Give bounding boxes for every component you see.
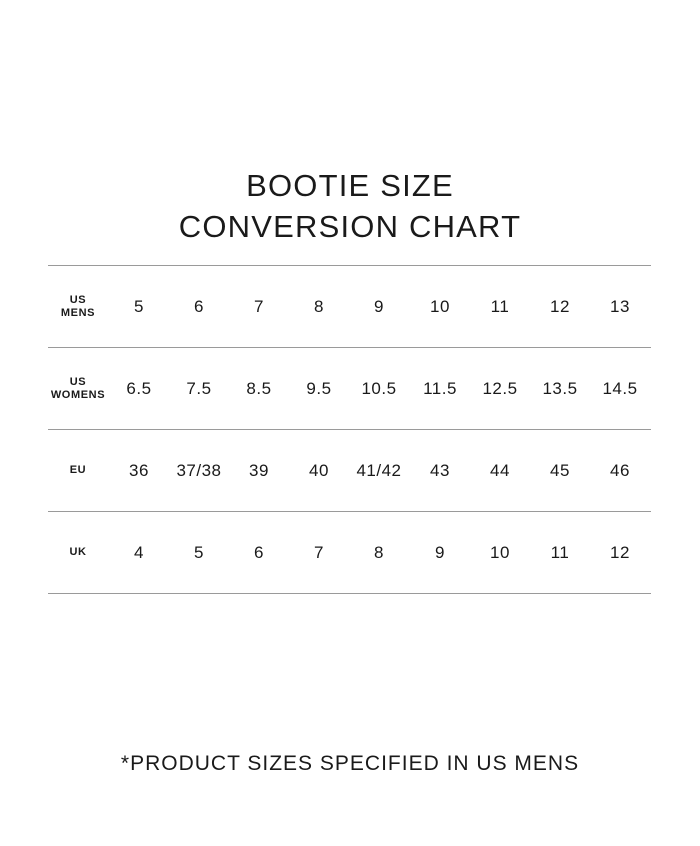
row-label: [48, 430, 108, 511]
table-cell: 45: [550, 460, 570, 480]
table-cell: 11: [550, 542, 570, 562]
row-label: [48, 266, 108, 347]
table-cell: 10: [490, 542, 510, 562]
row-label-line-1: US: [69, 293, 87, 306]
table-cell: 11.5: [423, 378, 457, 398]
row-label-line-1: UK: [69, 546, 87, 558]
table-cell: 13.5: [542, 378, 578, 398]
table-cell: 44: [490, 460, 510, 480]
size-conversion-table: [48, 265, 651, 594]
table-cell: 12.5: [482, 378, 518, 398]
row-label: [48, 512, 108, 593]
table-cell: 8: [374, 542, 384, 562]
row-label-line-1: EU: [69, 464, 87, 476]
row-label-line-1: US: [69, 375, 87, 388]
table-cell: 6: [254, 542, 264, 562]
table-cell: 6.5: [126, 378, 152, 398]
table-cell: 41/42: [356, 460, 402, 480]
table-cell: 6: [194, 296, 204, 316]
table-row-us-womens: [48, 347, 651, 429]
table-cell: 37/38: [176, 460, 222, 480]
footnote: *PRODUCT SIZES SPECIFIED IN US MENS: [120, 752, 580, 775]
table-cell: 8.5: [246, 378, 272, 398]
table-cell: 5: [134, 296, 144, 316]
row-label: [48, 348, 108, 429]
table-cell: 43: [430, 460, 450, 480]
table-cell: 4: [134, 542, 144, 562]
table-cell: 7: [314, 542, 324, 562]
table-cell: 9: [374, 296, 384, 316]
table-cell: 39: [249, 460, 269, 480]
table-cell: 12: [610, 542, 630, 562]
table-cell: 14.5: [602, 378, 638, 398]
table-cell: 7: [254, 296, 264, 316]
table-cell: 5: [194, 542, 204, 562]
table-cell: 10.5: [361, 378, 397, 398]
row-label-line-2: WOMENS: [50, 388, 106, 401]
title-line-1: BOOTIE SIZE: [246, 167, 454, 203]
table-cell: 12: [550, 296, 570, 316]
table-row-eu: [48, 429, 651, 511]
table-row-us-mens: [48, 265, 651, 347]
table-cell: 7.5: [186, 378, 212, 398]
table-cell: 11: [490, 296, 510, 316]
title-line-2: CONVERSION CHART: [178, 208, 522, 244]
table-cell: 13: [610, 296, 630, 316]
chart-title: [0, 165, 700, 247]
table-cell: 9: [435, 542, 445, 562]
table-cell: 9.5: [306, 378, 332, 398]
table-cell: 36: [129, 460, 149, 480]
table-row-uk: [48, 511, 651, 594]
table-cell: 40: [309, 460, 329, 480]
table-cell: 10: [430, 296, 450, 316]
table-cell: 8: [314, 296, 324, 316]
table-cell: 46: [610, 460, 630, 480]
row-label-line-2: MENS: [60, 306, 96, 319]
